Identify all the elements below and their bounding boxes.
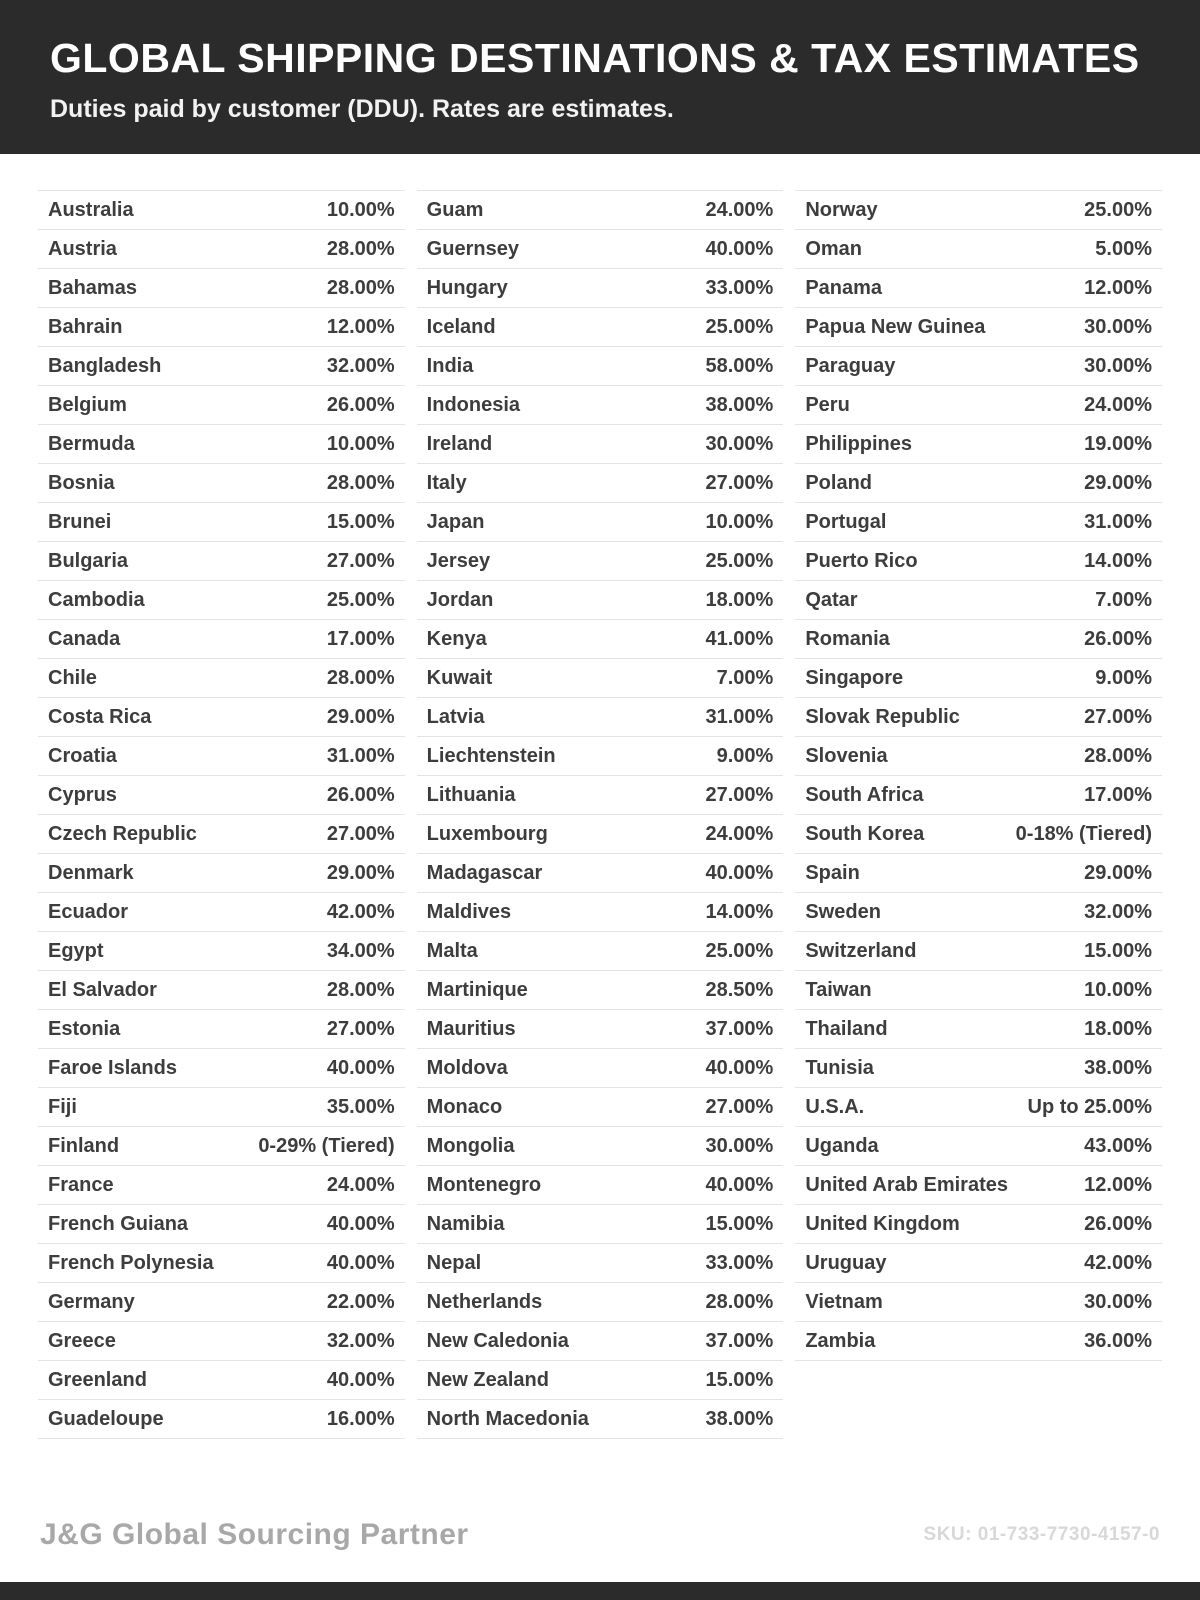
rate-value: 27.00% (1084, 705, 1153, 728)
rate-value: 37.00% (705, 1329, 774, 1352)
table-row (38, 698, 405, 737)
country-label: United Kingdom (805, 1212, 960, 1235)
country-label: Oman (805, 237, 863, 260)
rate-value: 40.00% (705, 1173, 774, 1196)
country-label: Jordan (426, 588, 494, 611)
table-row (417, 776, 784, 815)
rate-value: 27.00% (705, 471, 774, 494)
country-label: Germany (48, 1290, 135, 1313)
country-label: Montenegro (426, 1173, 542, 1196)
table-row (38, 659, 405, 698)
table-row (38, 737, 405, 776)
country-label: Spain (805, 861, 860, 884)
rate-value: 31.00% (705, 705, 774, 728)
table-row (417, 1205, 784, 1244)
table-row (795, 386, 1162, 425)
table-row (795, 581, 1162, 620)
rate-value: 27.00% (326, 549, 395, 572)
table-row (417, 620, 784, 659)
rate-value: 29.00% (1084, 861, 1153, 884)
country-label: Cambodia (48, 588, 145, 611)
table-row (417, 269, 784, 308)
rate-value: 40.00% (326, 1251, 395, 1274)
table-row (417, 932, 784, 971)
country-label: Uruguay (805, 1251, 887, 1274)
country-label: Luxembourg (426, 822, 548, 845)
rate-value: 12.00% (1084, 276, 1153, 299)
table-row (795, 1010, 1162, 1049)
table-row (38, 581, 405, 620)
table-row (795, 1166, 1162, 1205)
table-row (38, 1049, 405, 1088)
table-row (417, 1361, 784, 1400)
table-row (795, 308, 1162, 347)
rate-value: 30.00% (1084, 1290, 1153, 1313)
country-label: Sweden (805, 900, 881, 923)
country-label: Singapore (805, 666, 904, 689)
rate-value: 31.00% (1084, 510, 1153, 533)
country-label: Costa Rica (48, 705, 152, 728)
table-row (795, 971, 1162, 1010)
table-row (417, 230, 784, 269)
table-row (38, 269, 405, 308)
rate-value: 27.00% (705, 1095, 774, 1118)
country-label: Zambia (805, 1329, 876, 1352)
rate-value: 28.00% (326, 237, 395, 260)
country-label: Bosnia (48, 471, 115, 494)
table-row (795, 425, 1162, 464)
page-subtitle: Duties paid by customer (DDU). Rates are estimates. (50, 95, 674, 124)
rate-value: 40.00% (326, 1056, 395, 1079)
country-label: Guernsey (426, 237, 519, 260)
rate-value: 25.00% (705, 315, 774, 338)
table-row (795, 815, 1162, 854)
rate-value: 18.00% (705, 588, 774, 611)
table-row (38, 854, 405, 893)
rate-value: 40.00% (326, 1368, 395, 1391)
table-row (38, 503, 405, 542)
rate-value: 30.00% (1084, 354, 1153, 377)
table-row (417, 815, 784, 854)
rate-value: 40.00% (705, 237, 774, 260)
country-label: Liechtenstein (426, 744, 556, 767)
rate-value: 40.00% (705, 861, 774, 884)
table-row (417, 1283, 784, 1322)
table-row (38, 1361, 405, 1400)
rate-value: 27.00% (326, 822, 395, 845)
rate-value: 26.00% (326, 393, 395, 416)
table-row (38, 190, 405, 230)
country-label: Qatar (805, 588, 858, 611)
table-row (417, 308, 784, 347)
rate-value: 7.00% (716, 666, 774, 689)
bottom-accent-bar (0, 1582, 1200, 1600)
country-label: Netherlands (426, 1290, 543, 1313)
country-label: Indonesia (426, 393, 521, 416)
rate-value: 27.00% (705, 783, 774, 806)
country-label: Maldives (426, 900, 512, 923)
country-label: Faroe Islands (48, 1056, 177, 1079)
country-label: South Africa (805, 783, 924, 806)
rate-value: 30.00% (1084, 315, 1153, 338)
country-label: Peru (805, 393, 850, 416)
rate-value: 33.00% (705, 276, 774, 299)
table-row (38, 971, 405, 1010)
table-row (38, 1127, 405, 1166)
country-label: Finland (48, 1134, 120, 1157)
rate-value: 24.00% (326, 1173, 395, 1196)
rate-value: 16.00% (326, 1407, 395, 1430)
table-row (38, 386, 405, 425)
rate-value: 35.00% (326, 1095, 395, 1118)
country-label: Cyprus (48, 783, 117, 806)
rate-value: 22.00% (326, 1290, 395, 1313)
country-label: Mauritius (426, 1017, 516, 1040)
country-label: Kenya (426, 627, 487, 650)
table-row (795, 1322, 1162, 1361)
country-label: Guadeloupe (48, 1407, 164, 1430)
country-label: French Guiana (48, 1212, 189, 1235)
table-row (417, 1127, 784, 1166)
table-row (795, 269, 1162, 308)
rate-value: 9.00% (716, 744, 774, 767)
country-label: South Korea (805, 822, 925, 845)
country-label: United Arab Emirates (805, 1173, 1008, 1196)
country-label: U.S.A. (805, 1095, 865, 1118)
table-row (38, 620, 405, 659)
rate-value: 15.00% (1084, 939, 1153, 962)
rate-value: 0-18% (Tiered) (1015, 822, 1153, 845)
country-label: Hungary (426, 276, 508, 299)
country-label: Monaco (426, 1095, 503, 1118)
country-label: Malta (426, 939, 478, 962)
rate-value: 32.00% (326, 1329, 395, 1352)
rate-value: 43.00% (1084, 1134, 1153, 1157)
rate-value: 26.00% (326, 783, 395, 806)
rate-value: 27.00% (326, 1017, 395, 1040)
country-label: India (426, 354, 474, 377)
country-label: Bermuda (48, 432, 135, 455)
table-row (417, 386, 784, 425)
country-label: New Caledonia (426, 1329, 569, 1352)
country-label: Taiwan (805, 978, 872, 1001)
rate-value: 28.00% (705, 1290, 774, 1313)
rate-value: 33.00% (705, 1251, 774, 1274)
table-row (795, 1088, 1162, 1127)
country-label: Uganda (805, 1134, 879, 1157)
table-row (417, 503, 784, 542)
rate-value: 10.00% (326, 198, 395, 221)
country-label: Slovak Republic (805, 705, 960, 728)
table-row (38, 425, 405, 464)
rate-value: 7.00% (1095, 588, 1153, 611)
rate-value: 30.00% (705, 432, 774, 455)
rate-value: 14.00% (1084, 549, 1153, 572)
country-label: Denmark (48, 861, 134, 884)
table-row (795, 1283, 1162, 1322)
country-label: Kuwait (426, 666, 493, 689)
country-label: Czech Republic (48, 822, 197, 845)
country-label: Papua New Guinea (805, 315, 986, 338)
country-label: Canada (48, 627, 121, 650)
country-label: Ireland (426, 432, 493, 455)
rate-value: 25.00% (705, 549, 774, 572)
rate-value: 36.00% (1084, 1329, 1153, 1352)
rate-value: 26.00% (1084, 1212, 1153, 1235)
country-label: Lithuania (426, 783, 516, 806)
rate-value: 32.00% (326, 354, 395, 377)
rate-value: 28.00% (1084, 744, 1153, 767)
rate-value: 17.00% (326, 627, 395, 650)
rate-value: 24.00% (1084, 393, 1153, 416)
table-row (38, 1400, 405, 1439)
table-row (417, 464, 784, 503)
table-row (38, 776, 405, 815)
country-label: Iceland (426, 315, 496, 338)
table-row (417, 1088, 784, 1127)
table-row (38, 1166, 405, 1205)
rate-value: 24.00% (705, 822, 774, 845)
table-row (795, 737, 1162, 776)
country-label: Tunisia (805, 1056, 874, 1079)
rate-value: 24.00% (705, 198, 774, 221)
rate-value: 15.00% (705, 1368, 774, 1391)
table-row (795, 542, 1162, 581)
country-label: Switzerland (805, 939, 917, 962)
rate-value: 29.00% (326, 861, 395, 884)
country-label: Norway (805, 198, 878, 221)
rates-column-2 (417, 190, 784, 1439)
rate-value: 25.00% (705, 939, 774, 962)
rate-value: Up to 25.00% (1027, 1095, 1153, 1118)
header-banner (0, 0, 1200, 154)
country-label: Bahrain (48, 315, 123, 338)
rate-value: 25.00% (326, 588, 395, 611)
country-label: Namibia (426, 1212, 505, 1235)
table-row (795, 1244, 1162, 1283)
country-label: Bangladesh (48, 354, 162, 377)
table-row (795, 1205, 1162, 1244)
table-row (38, 308, 405, 347)
rate-value: 17.00% (1084, 783, 1153, 806)
rate-value: 12.00% (1084, 1173, 1153, 1196)
country-label: Fiji (48, 1095, 77, 1118)
table-row (795, 464, 1162, 503)
table-row (38, 230, 405, 269)
rate-value: 28.00% (326, 978, 395, 1001)
table-row (417, 581, 784, 620)
table-row (795, 503, 1162, 542)
table-row (417, 659, 784, 698)
rate-value: 38.00% (705, 1407, 774, 1430)
rate-value: 10.00% (1084, 978, 1153, 1001)
rate-value: 14.00% (705, 900, 774, 923)
table-row (38, 542, 405, 581)
table-row (417, 1322, 784, 1361)
table-row (417, 190, 784, 230)
table-row (417, 425, 784, 464)
rate-value: 10.00% (705, 510, 774, 533)
rate-value: 28.00% (326, 471, 395, 494)
rate-value: 18.00% (1084, 1017, 1153, 1040)
country-label: Portugal (805, 510, 887, 533)
country-label: Croatia (48, 744, 117, 767)
table-row (417, 1244, 784, 1283)
rate-value: 41.00% (705, 627, 774, 650)
table-row (38, 1244, 405, 1283)
country-label: Belgium (48, 393, 127, 416)
brand-name: J&G Global Sourcing Partner (40, 1518, 469, 1551)
table-row (795, 854, 1162, 893)
table-row (417, 737, 784, 776)
rate-value: 15.00% (326, 510, 395, 533)
table-row (417, 542, 784, 581)
country-label: Moldova (426, 1056, 508, 1079)
country-label: Panama (805, 276, 883, 299)
table-row (38, 1088, 405, 1127)
country-label: Egypt (48, 939, 104, 962)
country-label: France (48, 1173, 114, 1196)
rate-value: 37.00% (705, 1017, 774, 1040)
rate-value: 19.00% (1084, 432, 1153, 455)
table-row (795, 1127, 1162, 1166)
country-label: Poland (805, 471, 873, 494)
table-row (38, 1205, 405, 1244)
table-row (795, 190, 1162, 230)
country-label: Romania (805, 627, 890, 650)
rate-value: 32.00% (1084, 900, 1153, 923)
rate-value: 29.00% (326, 705, 395, 728)
rates-column-1 (38, 190, 405, 1439)
table-row (417, 854, 784, 893)
country-label: Chile (48, 666, 97, 689)
country-label: Latvia (426, 705, 485, 728)
country-label: Philippines (805, 432, 913, 455)
country-label: Italy (426, 471, 467, 494)
rate-value: 28.50% (705, 978, 774, 1001)
country-label: North Macedonia (426, 1407, 589, 1430)
rate-value: 29.00% (1084, 471, 1153, 494)
table-row (417, 347, 784, 386)
table-row (795, 230, 1162, 269)
table-row (38, 1283, 405, 1322)
rate-value: 38.00% (1084, 1056, 1153, 1079)
country-label: El Salvador (48, 978, 157, 1001)
country-label: Slovenia (805, 744, 888, 767)
country-label: French Polynesia (48, 1251, 214, 1274)
country-label: Paraguay (805, 354, 896, 377)
country-label: Bulgaria (48, 549, 129, 572)
country-label: Greenland (48, 1368, 147, 1391)
rate-value: 28.00% (326, 276, 395, 299)
country-label: Bahamas (48, 276, 137, 299)
rate-value: 0-29% (Tiered) (258, 1134, 395, 1157)
rate-value: 34.00% (326, 939, 395, 962)
country-label: Martinique (426, 978, 528, 1001)
table-row (795, 698, 1162, 737)
country-label: Greece (48, 1329, 116, 1352)
rate-value: 30.00% (705, 1134, 774, 1157)
country-label: Japan (426, 510, 485, 533)
rates-column-3 (795, 190, 1162, 1439)
rate-value: 5.00% (1095, 237, 1153, 260)
country-label: Ecuador (48, 900, 129, 923)
table-row (38, 815, 405, 854)
table-row (795, 620, 1162, 659)
country-label: Nepal (426, 1251, 482, 1274)
rate-value: 42.00% (1084, 1251, 1153, 1274)
table-row (417, 1049, 784, 1088)
country-label: Jersey (426, 549, 491, 572)
rates-table (38, 190, 1162, 1439)
country-label: Mongolia (426, 1134, 515, 1157)
country-label: Thailand (805, 1017, 888, 1040)
country-label: New Zealand (426, 1368, 549, 1391)
country-label: Australia (48, 198, 134, 221)
sku-label: SKU: 01-733-7730-4157-0 (923, 1524, 1160, 1545)
country-label: Estonia (48, 1017, 121, 1040)
page-title: GLOBAL SHIPPING DESTINATIONS & TAX ESTIMATES (50, 35, 1140, 81)
rate-value: 10.00% (326, 432, 395, 455)
table-row (38, 1322, 405, 1361)
rate-value: 12.00% (326, 315, 395, 338)
table-row (795, 347, 1162, 386)
rate-value: 25.00% (1084, 198, 1153, 221)
rate-value: 9.00% (1095, 666, 1153, 689)
country-label: Puerto Rico (805, 549, 918, 572)
table-row (417, 971, 784, 1010)
rate-value: 40.00% (705, 1056, 774, 1079)
table-row (38, 932, 405, 971)
rate-value: 31.00% (326, 744, 395, 767)
rate-value: 15.00% (705, 1212, 774, 1235)
table-row (38, 1010, 405, 1049)
rate-value: 40.00% (326, 1212, 395, 1235)
table-row (795, 893, 1162, 932)
table-row (417, 698, 784, 737)
rate-value: 26.00% (1084, 627, 1153, 650)
table-row (795, 1049, 1162, 1088)
country-label: Guam (426, 198, 484, 221)
rate-value: 58.00% (705, 354, 774, 377)
table-row (417, 1166, 784, 1205)
table-row (417, 893, 784, 932)
table-row (38, 893, 405, 932)
table-row (417, 1400, 784, 1439)
country-label: Brunei (48, 510, 112, 533)
rate-value: 42.00% (326, 900, 395, 923)
table-row (38, 464, 405, 503)
rate-value: 38.00% (705, 393, 774, 416)
country-label: Vietnam (805, 1290, 883, 1313)
table-row (38, 347, 405, 386)
rate-value: 28.00% (326, 666, 395, 689)
country-label: Austria (48, 237, 117, 260)
table-row (795, 776, 1162, 815)
table-row (795, 659, 1162, 698)
country-label: Madagascar (426, 861, 543, 884)
table-row (417, 1010, 784, 1049)
table-row (795, 932, 1162, 971)
